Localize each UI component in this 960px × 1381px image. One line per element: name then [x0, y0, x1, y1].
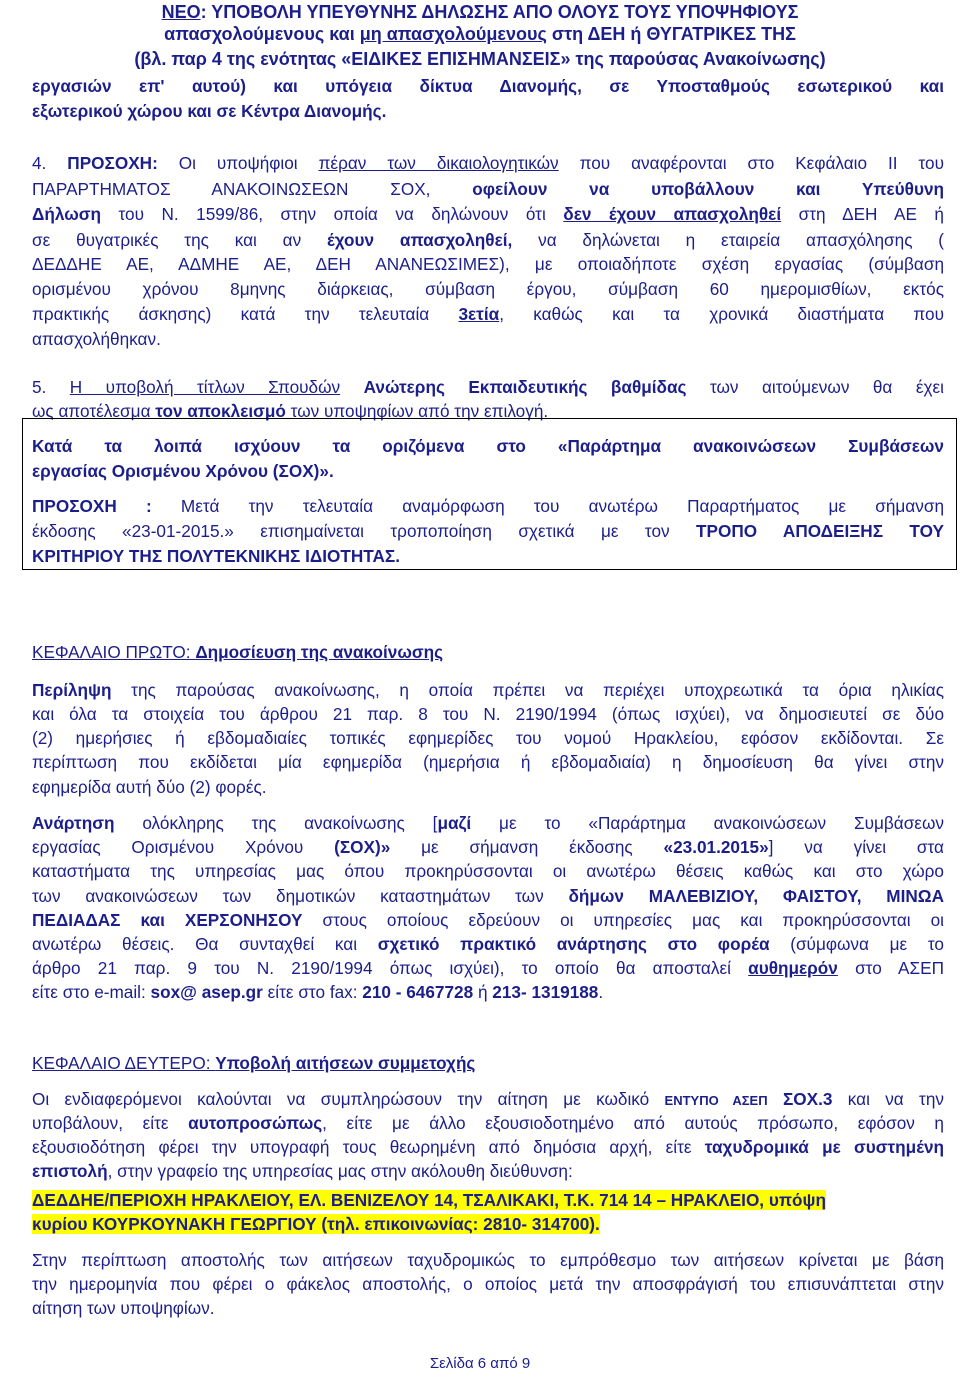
p4-line6: ορισμένου χρόνου 8μηνης διάρκειας, σύμβαση έργου, σύμβαση 60 ημερομισθίων, εκτός: [32, 279, 944, 299]
notice-heading-line2: [0, 22, 960, 46]
notice-heading-line3: (βλ. παρ 4 της ενότητας «ΕΙΔΙΚΕΣ ΕΠΙΣΗΜΑΝΣΕΙΣ» της παρούσας Ανακοίνωσης): [134, 49, 826, 69]
p4-line2: ΠΑΡΑΡΤΗΜΑΤΟΣ ΑΝΑΚΟΙΝΩΣΕΩΝ ΣΟΧ, οφείλουν να υποβάλλουν και Υπεύθυνη: [32, 179, 945, 199]
box-line2: εργασίας Ορισμένου Χρόνου (ΣΟΧ)».: [32, 461, 334, 481]
box-line1: Κατά τα λοιπά ισχύουν τα οριζόμενα στο «Παράρτημα ανακοινώσεων Συμβάσεων: [32, 436, 944, 456]
ch1-a-line1: Περίληψη της παρούσας ανακοίνωσης, η οποία πρέπει να περιέχει υποχρεωτικά τα όρια ηλικίας: [32, 680, 944, 700]
ch1-a-line5: εφημερίδα αυτή δύο (2) φορές.: [32, 777, 267, 797]
ch1-b-line5: ΠΕΔΙΑΔΑΣ και ΧΕΡΣΟΝΗΣΟΥ στους οποίους εδρεύουν οι υπηρεσίες μας και προκηρύσσονται οι: [32, 910, 944, 930]
heading-text: στη ΔΕΗ ή ΘΥΓΑΤΡΙΚΕΣ ΤΗΣ: [546, 24, 796, 44]
ch1-b-line7: άρθρο 21 παρ. 9 του Ν. 2190/1994 όπως ισχύει), το οποίο θα αποσταλεί αυθημερόν στο ΑΣΕΠ: [32, 958, 945, 978]
address-line2: κυρίου ΚΟΥΡΚΟΥΝΑΚΗ ΓΕΩΡΓΙΟΥ (τηλ. επικοινωνίας: 2810- 314700).: [32, 1214, 600, 1234]
ch1-a-line2: και όλα τα στοιχεία του άρθρου 21 παρ. 8 του Ν. 2190/1994 (όπως ισχύει), να δημοσιευτεί σε δύο: [32, 704, 944, 724]
p4-line7: πρακτικής άσκησης) κατά την τελευταία 3ετία, καθώς και τα χρονικά διαστήματα που: [32, 304, 944, 324]
new-label: ΝΕΟ: [161, 2, 201, 22]
ch1-b-line3: καταστήματα της υπηρεσίας μας όπου προκηρύσσονται οι ανωτέρω θέσεις καθώς και στο χώρο: [32, 861, 944, 881]
ch2-a-line1: Οι ενδιαφερόμενοι καλούνται να συμπληρώσουν την αίτηση με κωδικό ΕΝΤΥΠΟ ΑΣΕΠ ΣΟΧ.3 και να την: [32, 1089, 944, 1109]
address-line1: ΔΕΔΔΗΕ/ΠΕΡΙΟΧΗ ΗΡΑΚΛΕΙΟΥ, ΕΛ. ΒΕΝΙΖΕΛΟΥ 14, ΤΣΑΛΙΚΑΚΙ, Τ.Κ. 714 14 – ΗΡΑΚΛΕΙΟ, υπόψη: [32, 1190, 826, 1210]
ch1-b-line6: ανωτέρω θέσεις. Θα συνταχθεί και σχετικό πρακτικό ανάρτησης στο φορέα (σύμφωνα με το: [32, 934, 944, 954]
p4-line1: 4. ΠΡΟΣΟΧΗ: Οι υποψήφιοι πέραν των δικαιολογητικών που αναφέρονται στο Κεφάλαιο ΙΙ του: [32, 153, 944, 173]
notice-heading-line5: εξωτερικού χώρου και σε Κέντρα Διανομής.: [32, 101, 387, 121]
chapter1-heading: ΚΕΦΑΛΑΙΟ ΠΡΩΤΟ: Δημοσίευση της ανακοίνωσης: [32, 642, 444, 662]
ch1-b-line2: εργασίας Ορισμένου Χρόνου (ΣΟΧ)» με σήμανση έκδοσης «23.01.2015»] να γίνει στα: [32, 837, 944, 857]
ch1-a-line4: περίπτωση που εκδίδεται μία εφημερίδα (ημερήσια ή εβδομαδιαία) η δημοσίευση θα γίνει στην: [32, 752, 944, 772]
ch2-c-line1: Στην περίπτωση αποστολής των αιτήσεων ταχυδρομικώς το εμπρόθεσμο των αιτήσεων κρίνεται με βάση: [32, 1250, 944, 1270]
page-number: Σελίδα 6 από 9: [429, 1355, 531, 1372]
ch1-b-line8: είτε στο e-mail: sox@ asep.gr είτε στο fax: 210 - 6467728 ή 213- 1319188.: [32, 982, 604, 1002]
p5-line2: ως αποτέλεσμα τον αποκλεισμό των υποψηφίων από την επιλογή.: [32, 401, 549, 421]
p5-line1: 5. Η υποβολή τίτλων Σπουδών Ανώτερης Εκπαιδευτικής βαθμίδας των αιτούμενων θα έχει: [32, 377, 944, 397]
ch2-c-line2: την ημερομηνία που φέρει ο φάκελος αποστολής, ο οποίος μετά την αποσφράγισή του επισυνάπτεται στην: [32, 1274, 944, 1294]
p4-line8: απασχολήθηκαν.: [32, 329, 161, 349]
ch2-a-line2: υποβάλουν, είτε αυτοπροσώπως, είτε με άλλο εξουσιοδοτημένο από αυτούς πρόσωπο, εφόσον η: [32, 1113, 944, 1133]
box-line3: ΠΡΟΣΟΧΗ : Μετά την τελευταία αναμόρφωση του ανωτέρω Παραρτήματος με σήμανση: [32, 496, 944, 516]
ch2-a-line4: επιστολή, στην γραφείο της υπηρεσίας μας στην ακόλουθη διεύθυνση:: [32, 1161, 573, 1181]
ch1-a-line3: (2) ημερήσιες ή εβδομαδιαίες τοπικές εφημερίδες του νομού Ηρακλείου, εφόσον εκδίδονται. Σε: [32, 728, 944, 748]
p4-line4: σε θυγατρικές της και αν έχουν απασχοληθεί, να δηλώνεται η εταιρεία απασχόλησης (: [32, 230, 944, 250]
ch1-b-line4: των ανακοινώσεων των δημοτικών καταστημάτων των δήμων ΜΑΛΕΒΙΖΙΟΥ, ΦΑΙΣΤΟΥ, ΜΙΝΩΑ: [32, 886, 944, 906]
chapter2-heading: ΚΕΦΑΛΑΙΟ ΔΕΥΤΕΡΟ: Υποβολή αιτήσεων συμμετοχής: [32, 1053, 476, 1073]
box-line5: ΚΡΙΤΗΡΙΟΥ ΤΗΣ ΠΟΛΥΤΕΚΝΙΚΗΣ ΙΔΙΟΤΗΤΑΣ.: [32, 546, 401, 566]
ch1-b-line1: Ανάρτηση ολόκληρης της ανακοίνωσης [μαζί με το «Παράρτημα ανακοινώσεων Συμβάσεων: [32, 813, 944, 833]
heading-text: απασχολούμενους και: [164, 24, 360, 44]
notice-heading-line4: εργασιών επ' αυτού) και υπόγεια δίκτυα Διανομής, σε Υποσταθμούς εσωτερικού και: [32, 76, 944, 96]
ch2-c-line3: αίτηση των υποψηφίων.: [32, 1298, 215, 1318]
ch2-a-line3: εξουσιοδότηση φέρει την υπογραφή τους θεωρημένη από δημόσια αρχή, είτε ταχυδρομικά με συστημένη: [32, 1137, 945, 1157]
heading-text: : ΥΠΟΒΟΛΗ ΥΠΕΥΘΥΝΗΣ ΔΗΛΩΣΗΣ ΑΠΟ ΟΛΟΥΣ ΤΟΥΣ ΥΠΟΨΗΦΙΟΥΣ: [200, 2, 799, 22]
p4-line3: Δήλωση του Ν. 1599/86, στην οποία να δηλώνουν ότι δεν έχουν απασχοληθεί στη ΔΕΗ ΑΕ ή: [32, 204, 944, 224]
box-line4: έκδοσης «23-01-2015.» επισημαίνεται τροποποίηση σχετικά με τον ΤΡΟΠΟ ΑΠΟΔΕΙΞΗΣ ΤΟΥ: [32, 521, 944, 541]
heading-text-underlined: μη απασχολούμενους: [359, 24, 547, 44]
p4-line5: ΔΕΔΔΗΕ ΑΕ, ΑΔΜΗΕ ΑΕ, ΔΕΗ ΑΝΑΝΕΩΣΙΜΕΣ), με οποιαδήποτε σχέση εργασίας (σύμβαση: [32, 254, 944, 274]
notice-heading-line1: [0, 0, 960, 24]
